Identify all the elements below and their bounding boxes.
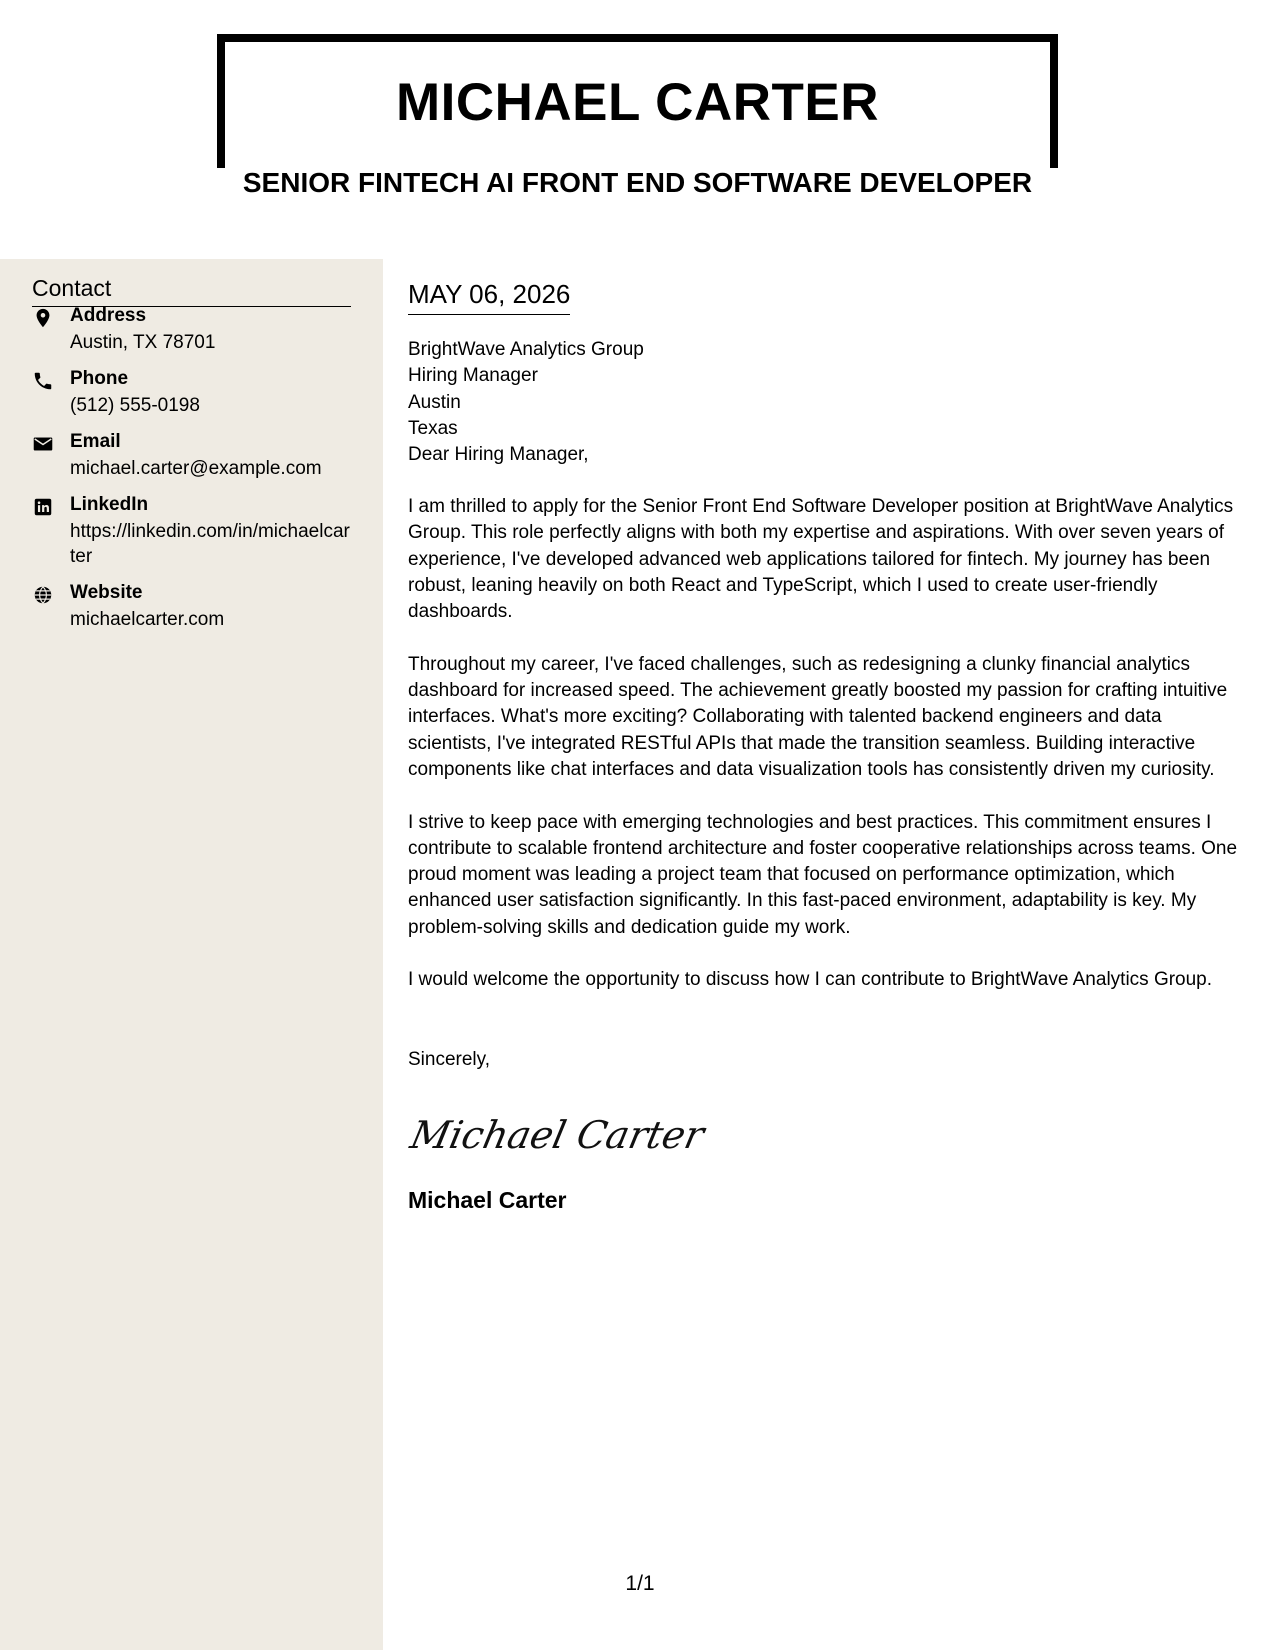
closing: Sincerely, (408, 1049, 491, 1070)
candidate-name: MICHAEL CARTER (395, 73, 880, 132)
contact-value[interactable]: https://linkedin.com/in/michaelcarter (70, 521, 350, 567)
contact-sidebar (0, 259, 383, 1650)
contact-value: Austin, TX 78701 (70, 332, 216, 353)
recipient-block (408, 337, 644, 468)
contact-value: (512) 555-0198 (70, 395, 200, 416)
paragraph: I would welcome the opportunity to discuss how I can contribute to BrightWave Analytics Group. (408, 969, 1213, 991)
paragraph: Throughout my career, I've faced challenges, such as redesigning a clunky financial analytics dashboard for increased speed. The achievement greatly boosted my passion for crafting intuitive interfaces. What's more exciting? Collaborating with talented backend engineers and data scientists, I've integrated RESTful APIs that made the transition seamless. Building interactive components like chat interfaces and data visualization tools has consistently driven my curiosity. (408, 653, 1228, 780)
recipient-city: Austin (408, 391, 461, 413)
job-title-text: SENIOR FINTECH AI FRONT END SOFTWARE DEVELOPER (233, 167, 1042, 198)
recipient-role: Hiring Manager (408, 365, 538, 387)
signed-name: Michael Carter (408, 1187, 567, 1213)
contact-label: Email (70, 431, 121, 452)
svg-text:Michael Carter: Michael Carter (406, 1113, 708, 1158)
paragraph: I am thrilled to apply for the Senior Front End Software Developer position at BrightWave Analytics Group. This role perfectly aligns with both my expertise and aspirations. With over seven years of experience, I've developed advanced web applications tailored for fintech. My journey has been robust, leaning heavily on both React and TypeScript, which I used to create user-friendly dashboards. (408, 496, 1234, 623)
map-pin-icon (32, 307, 54, 329)
linkedin-icon (32, 496, 54, 518)
letter-paragraphs (408, 494, 1248, 1020)
contact-label: Phone (70, 368, 129, 389)
job-title (0, 167, 1275, 199)
paragraph: I strive to keep pace with emerging technologies and best practices. This commitment ensures I contribute to scalable frontend architecture and foster cooperative relationships across teams. One proud moment was leading a project team that focused on performance optimization, which enhanced user satisfaction significantly. In this fast-paced environment, adaptability is key. My problem-solving skills and dedication guide my work. (408, 811, 1238, 938)
phone-icon (32, 370, 54, 392)
recipient-state: Texas (408, 417, 458, 439)
globe-icon (32, 584, 54, 606)
letter-date: MAY 06, 2026 (408, 279, 570, 315)
contact-value: michael.carter@example.com (70, 458, 322, 479)
envelope-icon (32, 433, 54, 455)
contact-heading: Contact (32, 275, 351, 307)
recipient-company: BrightWave Analytics Group (408, 339, 644, 360)
contact-value[interactable]: michaelcarter.com (70, 609, 225, 630)
handwritten-signature (406, 1104, 708, 1164)
page-number: 1/1 (625, 1572, 655, 1595)
contact-label: LinkedIn (70, 494, 149, 515)
contact-label: Website (70, 582, 143, 603)
salutation: Dear Hiring Manager, (408, 444, 589, 466)
contact-label: Address (70, 305, 147, 326)
